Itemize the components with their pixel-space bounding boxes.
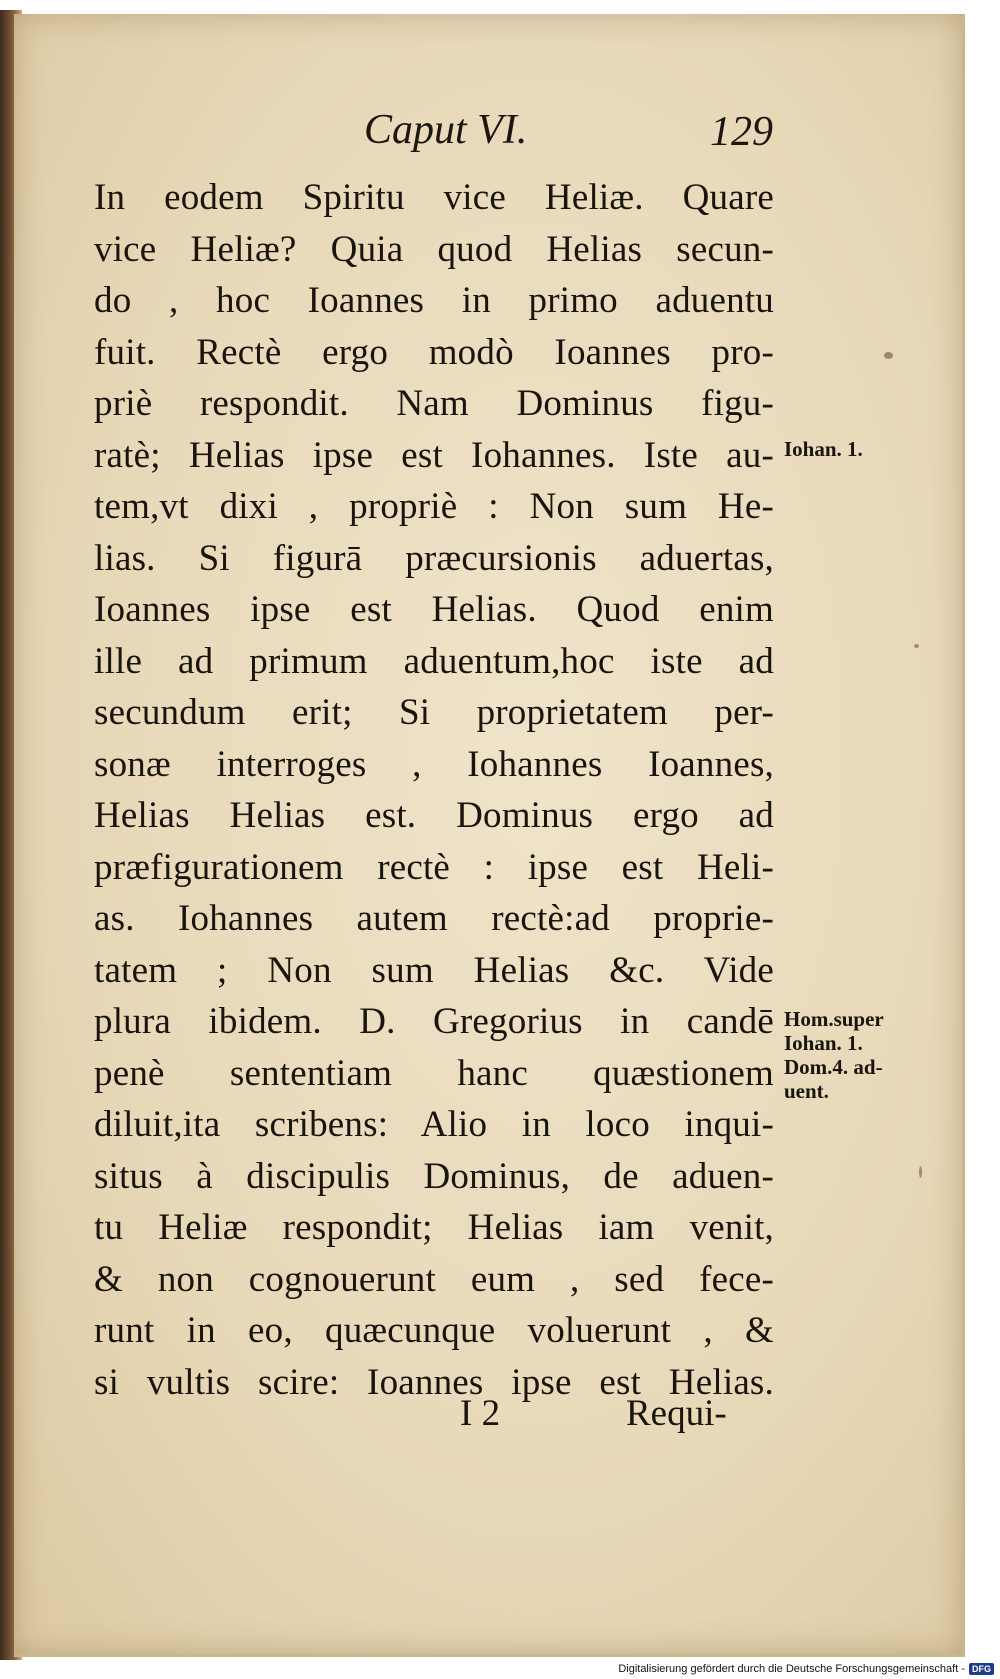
text-line: vice Heliæ? Quia quod Helias secun- (94, 228, 774, 270)
margin-note-line: uent. (784, 1079, 829, 1103)
book-page (14, 14, 965, 1657)
margin-note-iohan: Iohan. 1. (784, 437, 863, 461)
text-line: lias. Si figurā præcursionis aduertas, (94, 537, 774, 579)
text-line: secundum erit; Si proprietatem per- (94, 692, 774, 733)
text-line: Ioannes ipse est Helias. Quod enim (94, 589, 774, 630)
body-text (94, 172, 774, 1408)
text-line: situs à discipulis Dominus, de aduen- (94, 1155, 774, 1197)
margin-note-line: Iohan. 1. (784, 1031, 863, 1055)
ink-speck (914, 644, 919, 648)
text-line: tatem ; Non sum Helias &c. Vide (94, 949, 774, 991)
catchline (14, 1392, 962, 1442)
text-line: diluit,ita scribens: Alio in loco inqui- (94, 1104, 774, 1145)
running-head: Caput VI. (364, 107, 528, 153)
margin-note-line: Dom.4. ad- (784, 1055, 883, 1079)
text-line: Helias Helias est. Dominus ergo ad (94, 795, 774, 836)
text-line: In eodem Spiritu vice Heliæ. Quare (94, 177, 774, 218)
ink-speck (884, 352, 893, 359)
page-header (14, 106, 962, 156)
digitization-credit (618, 1663, 994, 1675)
ink-speck (919, 1166, 922, 1178)
text-line: sonæ interroges , Iohannes Ioannes, (94, 743, 774, 785)
text-line: fuit. Rectè ergo modò Ioannes pro- (94, 331, 774, 373)
text-line: ille ad primum aduentum,hoc iste ad (94, 640, 774, 682)
margin-note-homily (784, 1007, 884, 1103)
text-line: & non cognouerunt eum , sed fece- (94, 1258, 774, 1300)
text-line: penè sententiam hanc quæstionem (94, 1052, 774, 1094)
text-line: tem,vt dixi , propriè : Non sum He- (94, 486, 774, 527)
signature-mark: I 2 (460, 1393, 501, 1434)
text-line: ratè; Helias ipse est Iohannes. Iste au- (94, 434, 774, 476)
page-number: 129 (710, 109, 773, 155)
text-line: do , hoc Ioannes in primo aduentu (94, 280, 774, 321)
catchword: Requi- (626, 1393, 727, 1434)
text-line: tu Heliæ respondit; Helias iam venit, (94, 1207, 774, 1248)
text-line: runt in eo, quæcunque voluerunt , & (94, 1310, 774, 1351)
text-line: plura ibidem. D. Gregorius in candē (94, 1001, 774, 1042)
dfg-logo: DFG (969, 1663, 994, 1675)
margin-note-line: Hom.super (784, 1007, 884, 1031)
text-line: si vultis scire: Ioannes ipse est Helias. (94, 1361, 774, 1403)
credit-text: Digitalisierung gefördert durch die Deutsche Forschungsgemeinschaft - (618, 1663, 965, 1675)
text-line: priè respondit. Nam Dominus figu- (94, 383, 774, 424)
text-line: præfigurationem rectè : ipse est Heli- (94, 846, 774, 888)
text-line: as. Iohannes autem rectè:ad proprie- (94, 898, 774, 939)
